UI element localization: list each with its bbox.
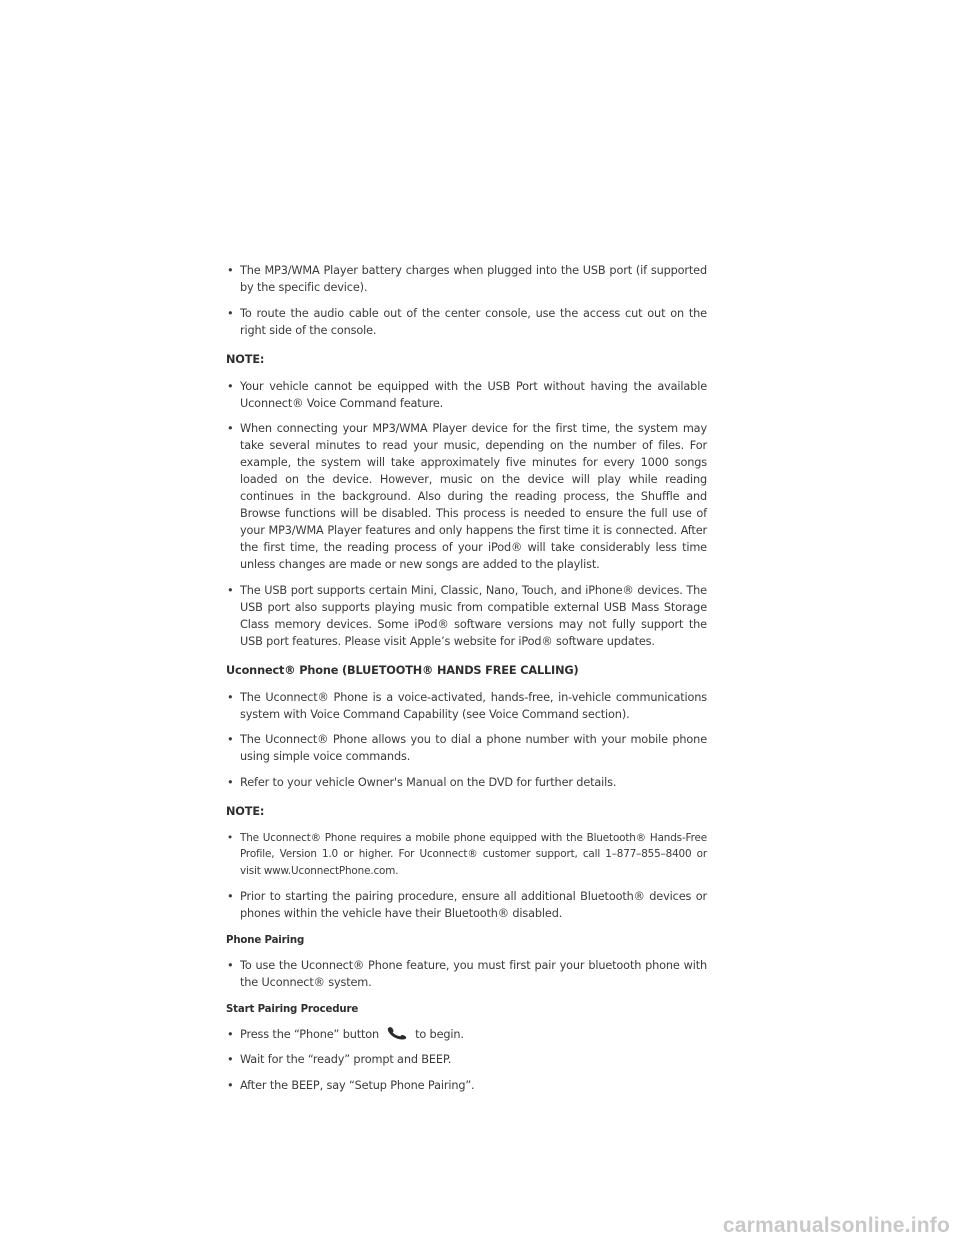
list-item: • Your vehicle cannot be equipped with the USB Port without having the available Uconnect® Voice Command feature.	[226, 378, 707, 412]
list-item: • To use the Uconnect® Phone feature, you must first pair your bluetooth phone with the Uconnect® system.	[226, 957, 707, 991]
section-heading: Uconnect® Phone (BLUETOOTH® HANDS FREE CALLING)	[226, 663, 579, 677]
press-text-after: to begin.	[415, 1027, 464, 1041]
note-heading: NOTE:	[226, 352, 265, 366]
press-text-before: Press the “Phone” button	[240, 1027, 380, 1041]
list-item: • To route the audio cable out of the center console, use the access cut out on the right side of the console.	[226, 305, 707, 339]
list-item: • The MP3/WMA Player battery charges when plugged into the USB port (if supported by the specific device).	[226, 262, 707, 296]
list-item: • Wait for the “ready” prompt and BEEP.	[226, 1051, 707, 1068]
list-item: • After the BEEP, say “Setup Phone Pairing”.	[226, 1077, 707, 1094]
watermark-logo[interactable]: carmanualsonline.info	[722, 1214, 950, 1237]
list-item: • The Uconnect® Phone is a voice-activated, hands-free, in-vehicle communications system with Voice Command Capability (see Voice Command section).	[226, 689, 707, 723]
list-item: • The USB port supports certain Mini, Classic, Nano, Touch, and iPhone® devices. The USB port also supports playing music from compatible external USB Mass Storage Class memory devices. Some iPod® software versions may not fully support the USB port features. Please visit Apple’s website for iPod® software updates.	[226, 582, 707, 650]
manual-page	[226, 262, 707, 1102]
phone-handset-icon	[385, 1026, 411, 1040]
note-heading: NOTE:	[226, 804, 265, 818]
list-item: • Refer to your vehicle Owner's Manual on the DVD for further details.	[226, 774, 707, 791]
list-item: • The Uconnect® Phone requires a mobile phone equipped with the Bluetooth® Hands-Free Profile, Version 1.0 or higher. For Uconnect® customer support, call 1–877–855–8400 or visit www.UconnectPhone.com.	[226, 830, 707, 880]
subsection-heading: Start Pairing Procedure	[226, 1003, 359, 1015]
list-item: • Prior to starting the pairing procedure, ensure all additional Bluetooth® devices or phones within the vehicle have their Bluetooth® disabled.	[226, 888, 707, 922]
list-item: • When connecting your MP3/WMA Player device for the first time, the system may take several minutes to read your music, depending on the number of files. For example, the system will take approximately five minutes for every 1000 songs loaded on the device. However, music on the device will play while reading continues in the background. Also during the reading process, the Shuffle and Browse functions will be disabled. This process is needed to ensure the full use of your MP3/WMA Player features and only happens the first time it is connected. After the first time, the reading process of your iPod® will take considerably less time unless changes are made or new songs are added to the playlist.	[226, 420, 707, 573]
list-item: • The Uconnect® Phone allows you to dial a phone number with your mobile phone using simple voice commands.	[226, 731, 707, 765]
list-item	[226, 1026, 707, 1043]
subsection-heading: Phone Pairing	[226, 934, 305, 946]
